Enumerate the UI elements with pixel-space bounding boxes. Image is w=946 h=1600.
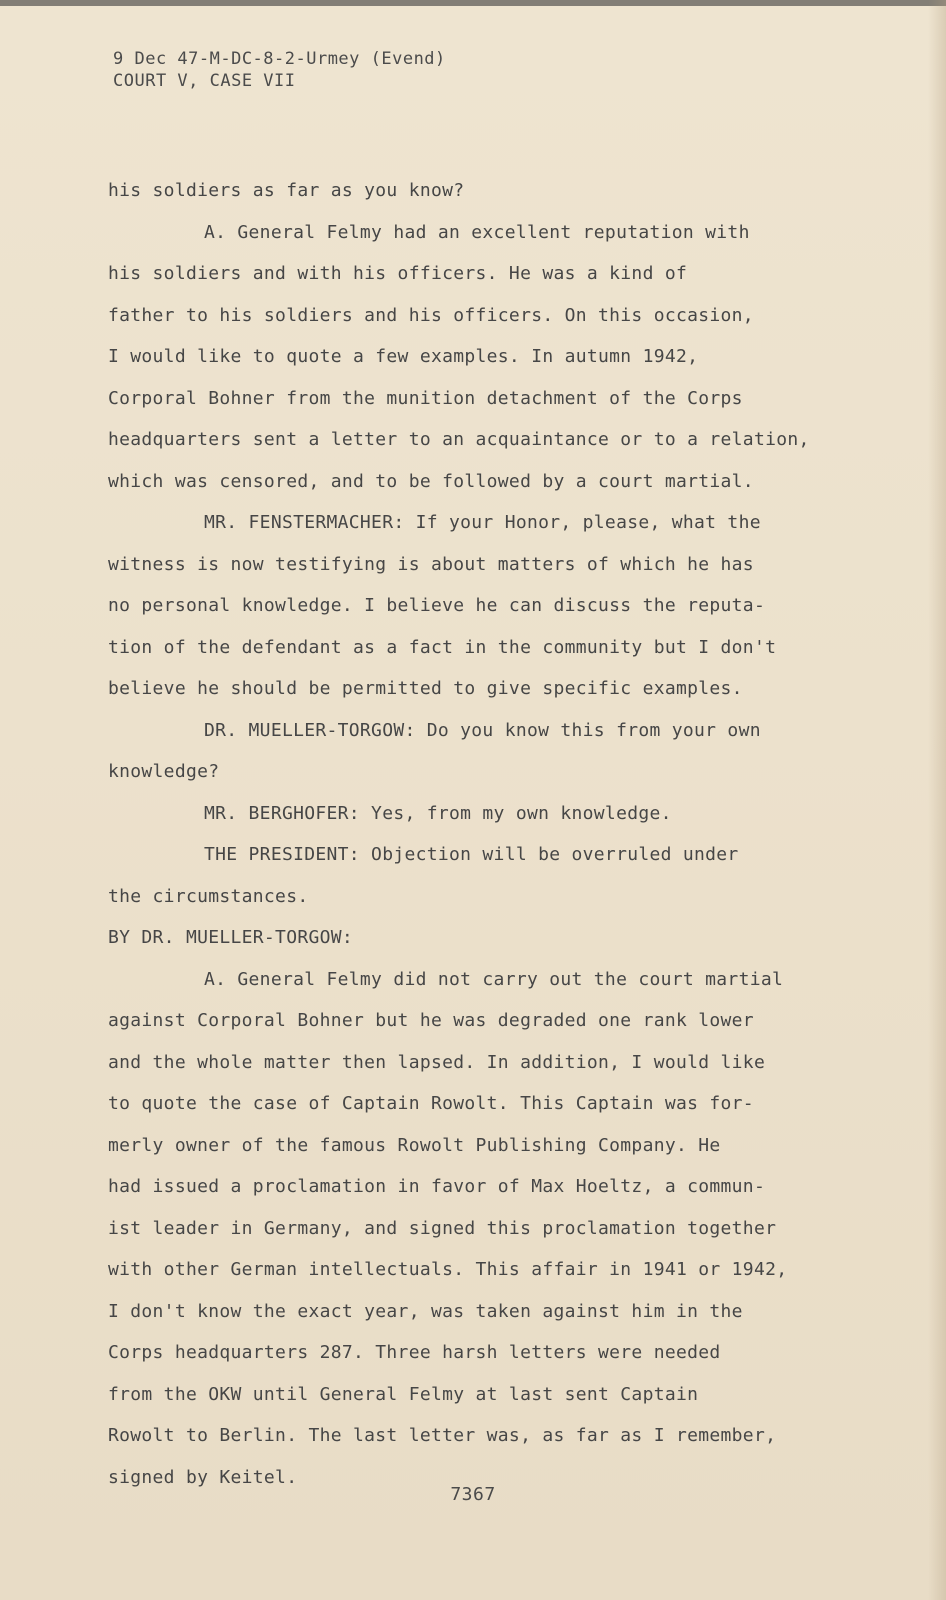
transcript-line: I would like to quote a few examples. In autumn 1942, — [108, 346, 699, 367]
transcript-line: Corps headquarters 287. Three harsh letters were needed — [108, 1342, 721, 1363]
page-right-edge — [928, 0, 946, 1600]
transcript-line: DR. MUELLER-TORGOW: Do you know this from your own — [204, 719, 761, 741]
transcript-line: I don't know the exact year, was taken against him in the — [108, 1300, 743, 1322]
transcript-line: headquarters sent a letter to an acquaintance or to a relation, — [108, 429, 810, 450]
transcript-line: his soldiers as far as you know? — [108, 180, 465, 201]
document-header — [113, 48, 446, 92]
transcript-line: BY DR. MUELLER-TORGOW: — [108, 927, 354, 948]
transcript-line: merly owner of the famous Rowolt Publishing Company. He — [108, 1134, 721, 1156]
transcript-line: MR. BERGHOFER: Yes, from my own knowledge. — [204, 802, 672, 824]
transcript-line: A. General Felmy did not carry out the court martial — [204, 968, 784, 990]
transcript-line: the circumstances. — [108, 885, 309, 907]
transcript-line: against Corporal Bohner but he was degraded one rank lower — [108, 1010, 754, 1031]
transcript-line: believe he should be permitted to give specific examples. — [108, 678, 743, 699]
transcript-line: A. General Felmy had an excellent reputation with — [204, 221, 750, 243]
transcript-line: ist leader in Germany, and signed this proclamation together — [108, 1217, 777, 1239]
transcript-line: THE PRESIDENT: Objection will be overruled under — [204, 844, 739, 865]
header-court-case-line: COURT V, CASE VII — [113, 71, 296, 91]
transcript-line: Corporal Bohner from the munition detachment of the Corps — [108, 387, 743, 409]
transcript-line: knowledge? — [108, 761, 220, 782]
transcript-line: tion of the defendant as a fact in the community but I don't — [108, 636, 777, 658]
page-top-edge — [0, 0, 946, 6]
transcript-line: his soldiers and with his officers. He was a kind of — [108, 263, 688, 284]
transcript-line: from the OKW until General Felmy at last sent Captain — [108, 1383, 699, 1405]
transcript-line: witness is now testifying is about matters of which he has — [108, 553, 754, 575]
transcript-line: and the whole matter then lapsed. In addition, I would like — [108, 1051, 766, 1073]
transcript-line: had issued a proclamation in favor of Max Hoeltz, a commun- — [108, 1176, 766, 1197]
page-number: 7367 — [450, 1484, 496, 1505]
transcript-line: no personal knowledge. I believe he can discuss the reputa- — [108, 595, 766, 616]
transcript-line: which was censored, and to be followed by a court martial. — [108, 470, 754, 492]
transcript-line: father to his soldiers and his officers. On this occasion, — [108, 304, 754, 326]
transcript-body — [108, 170, 888, 1498]
transcript-line: Rowolt to Berlin. The last letter was, as far as I remember, — [108, 1425, 777, 1446]
transcript-line: MR. FENSTERMACHER: If your Honor, please, what the — [204, 512, 761, 533]
transcript-line: signed by Keitel. — [108, 1466, 298, 1488]
transcript-line: with other German intellectuals. This affair in 1941 or 1942, — [108, 1259, 788, 1280]
transcript-line: to quote the case of Captain Rowolt. This Captain was for- — [108, 1093, 754, 1114]
header-session-line: 9 Dec 47-M-DC-8-2-Urmey (Evend) — [113, 49, 446, 69]
